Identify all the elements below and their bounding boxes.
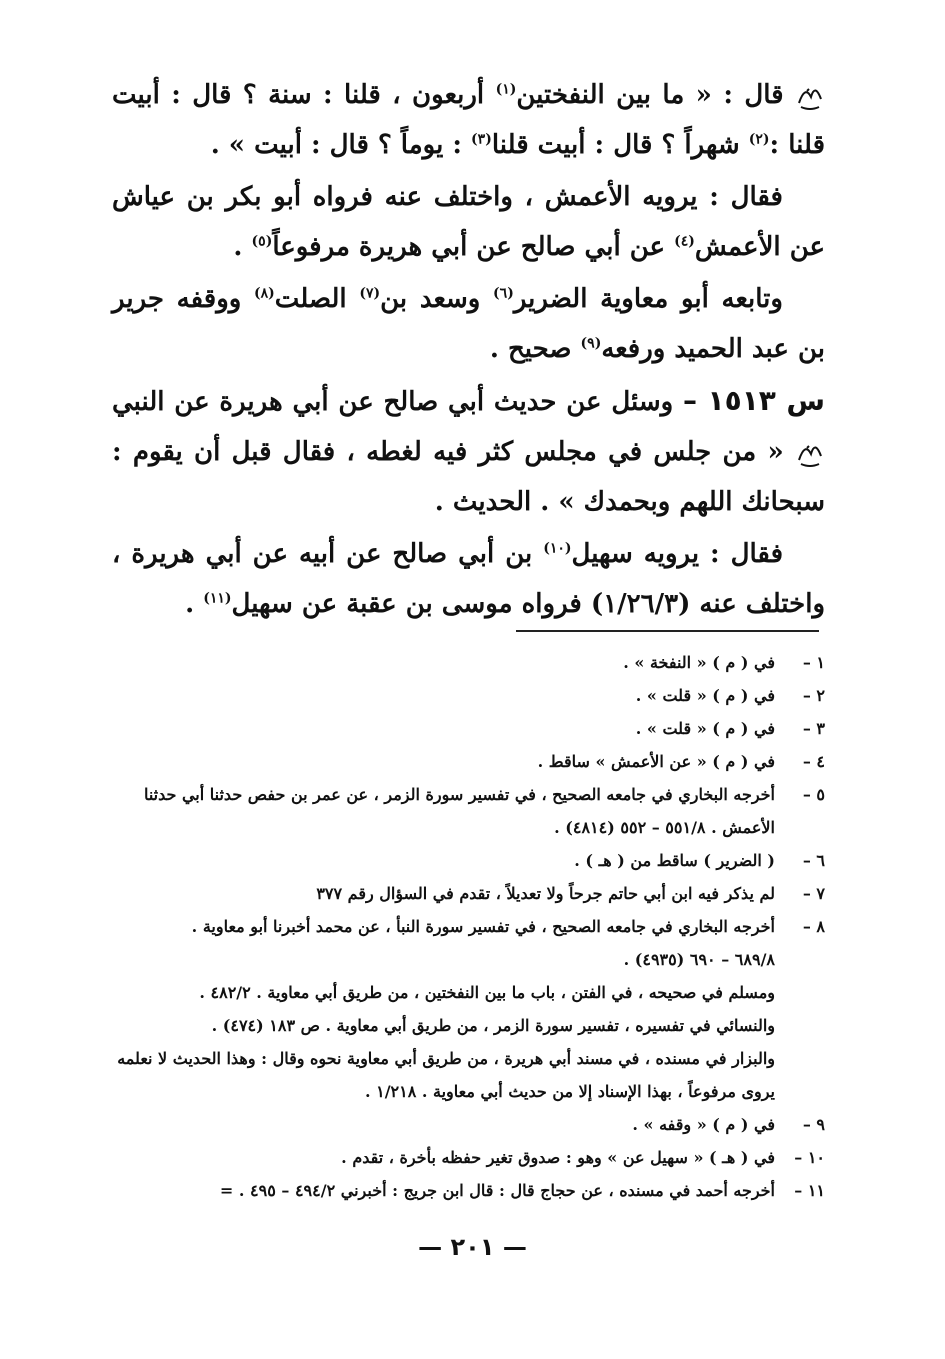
footnote bbox=[112, 1108, 825, 1141]
text-span: وسئل عن حديث أبي صالح عن أبي هريرة عن النبي bbox=[112, 387, 674, 417]
footnote-mark: (٢) bbox=[748, 131, 770, 148]
page-number: — ٢٠١ — bbox=[418, 1233, 527, 1261]
footnote-text: في ( م ) « النفخة » . bbox=[623, 653, 775, 672]
footnote-mark: (٨) bbox=[254, 285, 275, 302]
footnote-mark: (٦) bbox=[493, 285, 514, 302]
footnote bbox=[112, 844, 825, 877]
footnote bbox=[112, 1075, 825, 1108]
footnote bbox=[112, 1042, 825, 1075]
footnotes bbox=[112, 646, 825, 1207]
footnote-number: ٧ – bbox=[802, 884, 825, 903]
footnote-mark: (٥) bbox=[251, 233, 273, 250]
footnote-mark: (٧) bbox=[359, 285, 381, 302]
footnote bbox=[112, 811, 825, 844]
footnote-mark: (٩) bbox=[580, 335, 602, 352]
footnote bbox=[112, 877, 825, 910]
text-span: بن أبي صالح عن أبيه عن أبي هريرة ، واختلف bbox=[112, 539, 825, 619]
footnote-number bbox=[775, 943, 825, 976]
footnote-number: ٨ – bbox=[802, 917, 825, 936]
footnote-text: يروى مرفوعاً ، بهذا الإسناد إلا من حديث أبي معاوية . ١/٢١٨ . bbox=[364, 1082, 775, 1101]
main-text bbox=[112, 70, 825, 631]
footnote bbox=[112, 646, 825, 679]
footnote bbox=[112, 1174, 825, 1207]
paragraph-3 bbox=[112, 274, 825, 374]
text-span: صحيح . bbox=[489, 334, 572, 364]
footnote-text: لم يذكر فيه ابن أبي حاتم جرحاً ولا تعديلاً ، تقدم في السؤال رقم ٣٧٧ bbox=[316, 884, 775, 903]
footnote bbox=[112, 910, 825, 943]
footnote-divider bbox=[516, 630, 819, 632]
footnote-text: والنسائي في تفسيره ، تفسير سورة الزمر ، من طريق أبي معاوية . ص ١٨٣ (٤٧٤) . bbox=[211, 1016, 775, 1035]
question-1513 bbox=[112, 376, 825, 527]
footnote-mark: (١٠) bbox=[543, 540, 572, 557]
footnote-text: أخرجه البخاري في جامعه الصحيح ، في تفسير سورة النبأ ، عن محمد أخبرنا أبو معاوية . bbox=[191, 917, 775, 936]
paragraph-2: فقال : يرويه الأعمش ، واختلف عنه فرواه أبو بكر بن عياش عن الأعمش$^{(٤)}$ عن أبي صالح عن أبي هريرة مرفوعاً$^{(٥)}$ . bbox=[112, 182, 825, 262]
footnote-text: في ( م ) « وقفه » . bbox=[632, 1115, 775, 1134]
text-span: ووقفه جرير بن bbox=[112, 284, 825, 364]
text-span: وسعد بن bbox=[380, 284, 481, 314]
footnote bbox=[112, 1141, 825, 1174]
footnote-number bbox=[775, 976, 825, 1009]
footnote-number: ٥ – bbox=[802, 785, 825, 804]
footnote-text: الأعمش . ٥٥١/٨ – ٥٥٢ (٤٨١٤) . bbox=[554, 818, 775, 837]
footnote-number: ١١ – bbox=[794, 1181, 825, 1200]
salawat-icon bbox=[795, 436, 825, 470]
footnote bbox=[112, 943, 825, 976]
footnote-number: ١ – bbox=[802, 653, 825, 672]
footnote-number bbox=[775, 1075, 825, 1108]
text-span: : يوماً ؟ قال : أبيت » . bbox=[210, 130, 462, 160]
text-span: فقال : يرويه سهيل bbox=[571, 539, 784, 569]
footnote-mark: (٣) bbox=[471, 131, 492, 148]
footnote-text: ومسلم في صحيحه ، في الفتن ، باب ما بين النفختين ، من طريق أبي معاوية . ٤٨٢/٢ . bbox=[199, 983, 775, 1002]
footnote-number: ٤ – bbox=[802, 752, 825, 771]
footnote-text: ٦٨٩/٨ – ٦٩٠ (٤٩٣٥) . bbox=[623, 950, 775, 969]
text-span: « من جلس في مجلس كثر فيه لغطه ، فقال قبل أن يقوم : سبحانك اللهم bbox=[112, 437, 825, 517]
text-span: وتابعه أبو معاوية الضرير bbox=[513, 284, 783, 314]
footnote-number: ٣ – bbox=[802, 719, 825, 738]
footnote-number: ٩ – bbox=[802, 1115, 825, 1134]
footnote bbox=[112, 712, 825, 745]
text-span: عبد الحميد ورفعه bbox=[601, 334, 789, 364]
footnote-text: والبزار في مسنده ، في مسند أبي هريرة ، من طريق أبي معاوية نحوه وقال : وهذا الحديث لا نعلمه bbox=[117, 1049, 775, 1068]
footnote-mark: (١) bbox=[495, 81, 517, 98]
text-span: وبحمدك » . الحديث . bbox=[434, 487, 671, 517]
footnote bbox=[112, 745, 825, 778]
footnote-text: في ( م ) « عن الأعمش » ساقط . bbox=[537, 752, 775, 771]
footnote-text: أخرجه أحمد في مسنده ، عن حجاج قال : قال ابن جريج : أخبرني ٤٩٤/٢ – ٤٩٥ . = bbox=[219, 1181, 775, 1200]
footnote-mark: (٤) bbox=[674, 233, 695, 250]
text-span: الصلت bbox=[274, 284, 347, 314]
text-span: فقال : يرويه الأعمش ، واختلف عنه فرواه أبو بكر بن عياش عن bbox=[112, 182, 825, 262]
text-span: عنه (١/٢٦/٣) فرواه موسى بن عقبة عن سهيل bbox=[231, 589, 737, 619]
footnote-number bbox=[775, 1042, 825, 1075]
footnote-number: ٢ – bbox=[802, 686, 825, 705]
text-span: شهراً ؟ قال : أبيت قلنا bbox=[491, 130, 740, 160]
answer-paragraph: فقال : يرويه سهيل$^{(١٠)}$ بن أبي صالح عن أبيه عن أبي هريرة ، واختلف عنه (١/٢٦/٣) فرواه موسى بن عقبة عن سهيل$^{(١١)}$ . bbox=[112, 539, 825, 619]
footnote-number: ١٠ – bbox=[794, 1148, 825, 1167]
footnote bbox=[112, 679, 825, 712]
footnote bbox=[112, 976, 825, 1009]
footnote-text: ( الضرير ) ساقط من ( هـ ) . bbox=[574, 851, 775, 870]
text-span: أربعون ، قلنا : سنة ؟ قال : أبيت قلنا : bbox=[112, 80, 825, 160]
footnote-mark: (١١) bbox=[203, 590, 232, 607]
text-span: قال : « ما بين النفختين bbox=[516, 80, 784, 110]
footnote-number: ٦ – bbox=[802, 851, 825, 870]
footnote-text: في ( م ) « قلت » . bbox=[635, 686, 775, 705]
salawat-icon bbox=[795, 79, 825, 113]
footnote bbox=[112, 1009, 825, 1042]
footnote bbox=[112, 778, 825, 811]
question-label: س ١٥١٣ – bbox=[683, 384, 826, 417]
paragraph-1 bbox=[112, 70, 825, 170]
footnote-number bbox=[775, 1009, 825, 1042]
footnote-text: أخرجه البخاري في جامعه الصحيح ، في تفسير سورة الزمر ، عن عمر بن حفص حدثنا أبي حدثنا bbox=[143, 785, 775, 804]
text-span: الأعمش bbox=[694, 232, 781, 262]
footnote-number bbox=[775, 811, 825, 844]
footnote-text: في ( هـ ) « سهيل عن » وهو : صدوق تغير حفظه بأخرة ، تقدم . bbox=[341, 1148, 775, 1167]
footnote-text: في ( م ) « قلت » . bbox=[635, 719, 775, 738]
text-span: عن أبي صالح عن أبي هريرة مرفوعاً bbox=[272, 232, 666, 262]
